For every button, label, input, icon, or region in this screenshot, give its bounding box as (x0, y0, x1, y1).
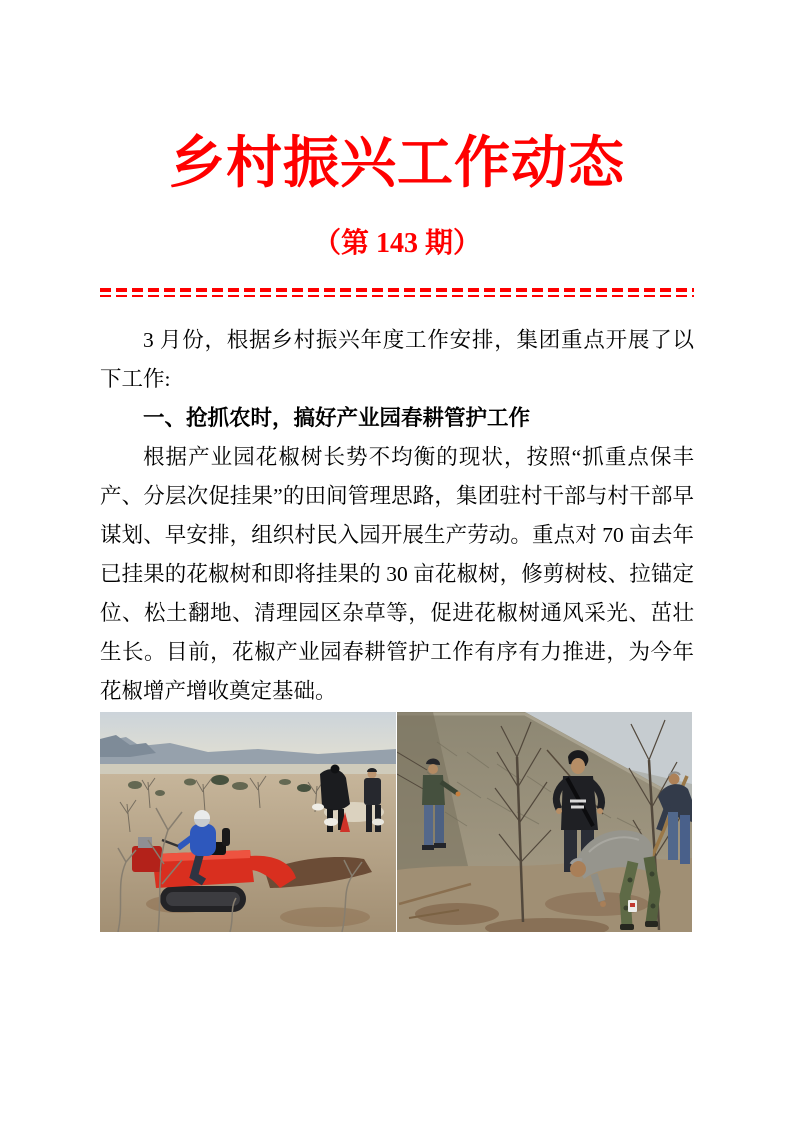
intro-paragraph: 3 月份，根据乡村振兴年度工作安排，集团重点开展了以下工作: (100, 328, 694, 392)
photo-pruning-illustration (397, 712, 692, 932)
red-dashed-divider (100, 288, 694, 297)
photo-pruning-workers (397, 712, 692, 932)
section-heading: 一、抢抓农时，搞好产业园春耕管护工作 (143, 406, 531, 431)
photo-tiller-illustration (100, 712, 396, 932)
page-title: 乡村振兴工作动态 (169, 133, 625, 195)
body-paragraph: 根据产业园花椒树长势不均衡的现状，按照“抓重点保丰产、分层次促挂果”的田间管理思路，集团驻村干部与村干部早谋划、早安排，组织村民入园开展生产劳动。重点对 70 亩去年已挂果的花椒树和即将挂果的 30 亩花椒树，修剪树枝、拉锚定位、松土翻地、清理园区杂草等，促进花椒树通风采光、茁壮生长。目前，花椒产业园春耕管护工作有序有力推进，为今年花椒增产增收奠定基础。 (100, 445, 694, 704)
photo-tiller-machine (100, 712, 396, 932)
issue-number: （第 143 期） (312, 227, 481, 259)
photo-row (100, 712, 694, 932)
